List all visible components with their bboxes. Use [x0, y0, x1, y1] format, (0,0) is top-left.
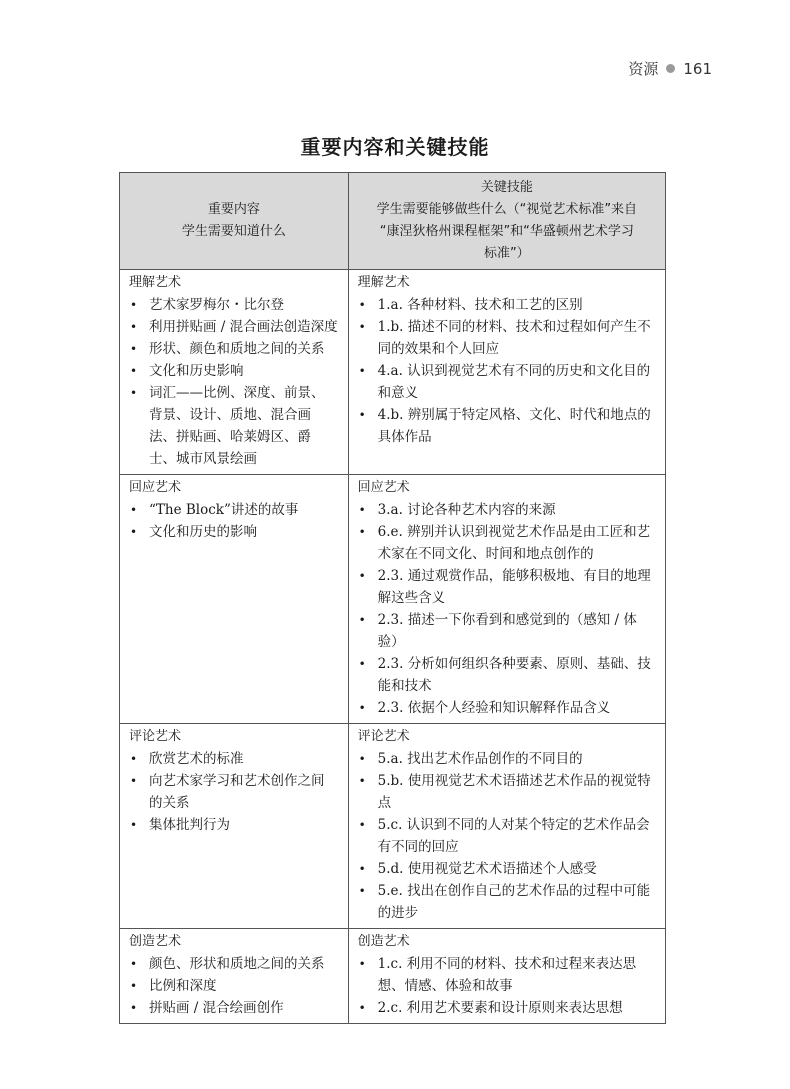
- left-cell: [120, 270, 349, 475]
- list-item: • 欣赏艺术的标准: [129, 748, 338, 770]
- list-item: • 形状、颜色和质地之间的关系: [129, 338, 338, 360]
- list-item: • 5.d. 使用视觉艺术术语描述个人感受: [358, 858, 655, 880]
- list-item: • 向艺术家学习和艺术创作之间的关系: [129, 770, 338, 814]
- skills-list: [358, 953, 655, 1019]
- section-title-right: 回应艺术: [357, 480, 410, 495]
- list-item: • 利用拼贴画 / 混合画法创造深度: [129, 316, 338, 338]
- list-item: • 2.3. 依据个人经验和知识解释作品含义: [358, 697, 655, 719]
- list-item: • 文化和历史的影响: [129, 521, 338, 543]
- header-right-line: 学生需要能够做些什么（“视觉艺术标准”来自: [376, 202, 638, 217]
- header-left-line: 学生需要知道什么: [181, 224, 286, 239]
- list-item: • 2.c. 利用艺术要素和设计原则来表达思想: [358, 997, 655, 1019]
- header-right-line: 标准”）: [483, 246, 530, 261]
- skills-list: [358, 499, 655, 719]
- skills-list: [358, 294, 655, 448]
- list-item: • 4.a. 认识到视觉艺术有不同的历史和文化目的和意义: [358, 360, 655, 404]
- list-item: • 词汇——比例、深度、前景、背景、设计、质地、混合画法、拼贴画、哈莱姆区、爵士、城市风景绘画: [129, 382, 338, 470]
- content-list: [129, 748, 338, 836]
- table-row: [120, 475, 666, 724]
- section-title-right: 创造艺术: [357, 934, 410, 949]
- section-title-right: 评论艺术: [357, 729, 410, 744]
- list-item: • 集体批判行为: [129, 814, 338, 836]
- list-item: • 6.e. 辨别并认识到视觉艺术作品是由工匠和艺术家在不同文化、时间和地点创作的: [358, 521, 655, 565]
- list-item: • 2.3. 描述一下你看到和感觉到的（感知 / 体验）: [358, 609, 655, 653]
- right-cell: [348, 475, 665, 724]
- list-item: • 5.b. 使用视觉艺术术语描述艺术作品的视觉特点: [358, 770, 655, 814]
- list-item: • 颜色、形状和质地之间的关系: [129, 953, 338, 975]
- page-title: 重要内容和关键技能: [300, 135, 490, 159]
- list-item: • 3.a. 讨论各种艺术内容的来源: [358, 499, 655, 521]
- content-skills-table: [119, 172, 666, 1024]
- header-right-line: 关键技能: [480, 180, 533, 195]
- running-head: [628, 58, 712, 79]
- right-cell: [348, 270, 665, 475]
- list-item: • 5.c. 认识到不同的人对某个特定的艺术作品会有不同的回应: [358, 814, 655, 858]
- section-title-right: 理解艺术: [357, 275, 410, 290]
- page-number: 161: [683, 59, 712, 78]
- header-right: [348, 173, 665, 270]
- content-list: [129, 499, 338, 543]
- section-title-left: 创造艺术: [129, 934, 182, 949]
- bullet-dot-icon: [666, 64, 675, 73]
- list-item: • 1.a. 各种材料、技术和工艺的区别: [358, 294, 655, 316]
- list-item: • 1.b. 描述不同的材料、技术和过程如何产生不同的效果和个人回应: [358, 316, 655, 360]
- header-right-line: “康涅狄格州课程框架”和“华盛顿州艺术学习: [379, 224, 634, 239]
- header-left: [120, 173, 349, 270]
- left-cell: [120, 929, 349, 1024]
- table-body: [120, 270, 666, 1024]
- right-cell: [348, 724, 665, 929]
- list-item: • 5.e. 找出在创作自己的艺术作品的过程中可能的进步: [358, 880, 655, 924]
- list-item: • 拼贴画 / 混合绘画创作: [129, 997, 338, 1019]
- section-title-left: 理解艺术: [129, 275, 182, 290]
- content-list: [129, 294, 338, 470]
- table-header-row: [120, 173, 666, 270]
- left-cell: [120, 724, 349, 929]
- content-list: [129, 953, 338, 1019]
- left-cell: [120, 475, 349, 724]
- running-head-section: 资源: [628, 60, 659, 78]
- section-title-left: 回应艺术: [129, 480, 182, 495]
- list-item: • 1.c. 利用不同的材料、技术和过程来表达思想、情感、体验和故事: [358, 953, 655, 997]
- section-title-left: 评论艺术: [129, 729, 182, 744]
- list-item: • 比例和深度: [129, 975, 338, 997]
- list-item: • 文化和历史影响: [129, 360, 338, 382]
- table-row: [120, 270, 666, 475]
- list-item: • 2.3. 通过观赏作品，能够积极地、有目的地理解这些含义: [358, 565, 655, 609]
- list-item: • 2.3. 分析如何组织各种要素、原则、基础、技能和技术: [358, 653, 655, 697]
- list-item: • 4.b. 辨别属于特定风格、文化、时代和地点的具体作品: [358, 404, 655, 448]
- list-item: • 5.a. 找出艺术作品创作的不同目的: [358, 748, 655, 770]
- list-item: • “The Block”讲述的故事: [129, 499, 338, 521]
- header-left-line: 重要内容: [207, 202, 260, 217]
- list-item: • 艺术家罗梅尔・比尔登: [129, 294, 338, 316]
- skills-list: [358, 748, 655, 924]
- right-cell: [348, 929, 665, 1024]
- table-row: [120, 724, 666, 929]
- table-row: [120, 929, 666, 1024]
